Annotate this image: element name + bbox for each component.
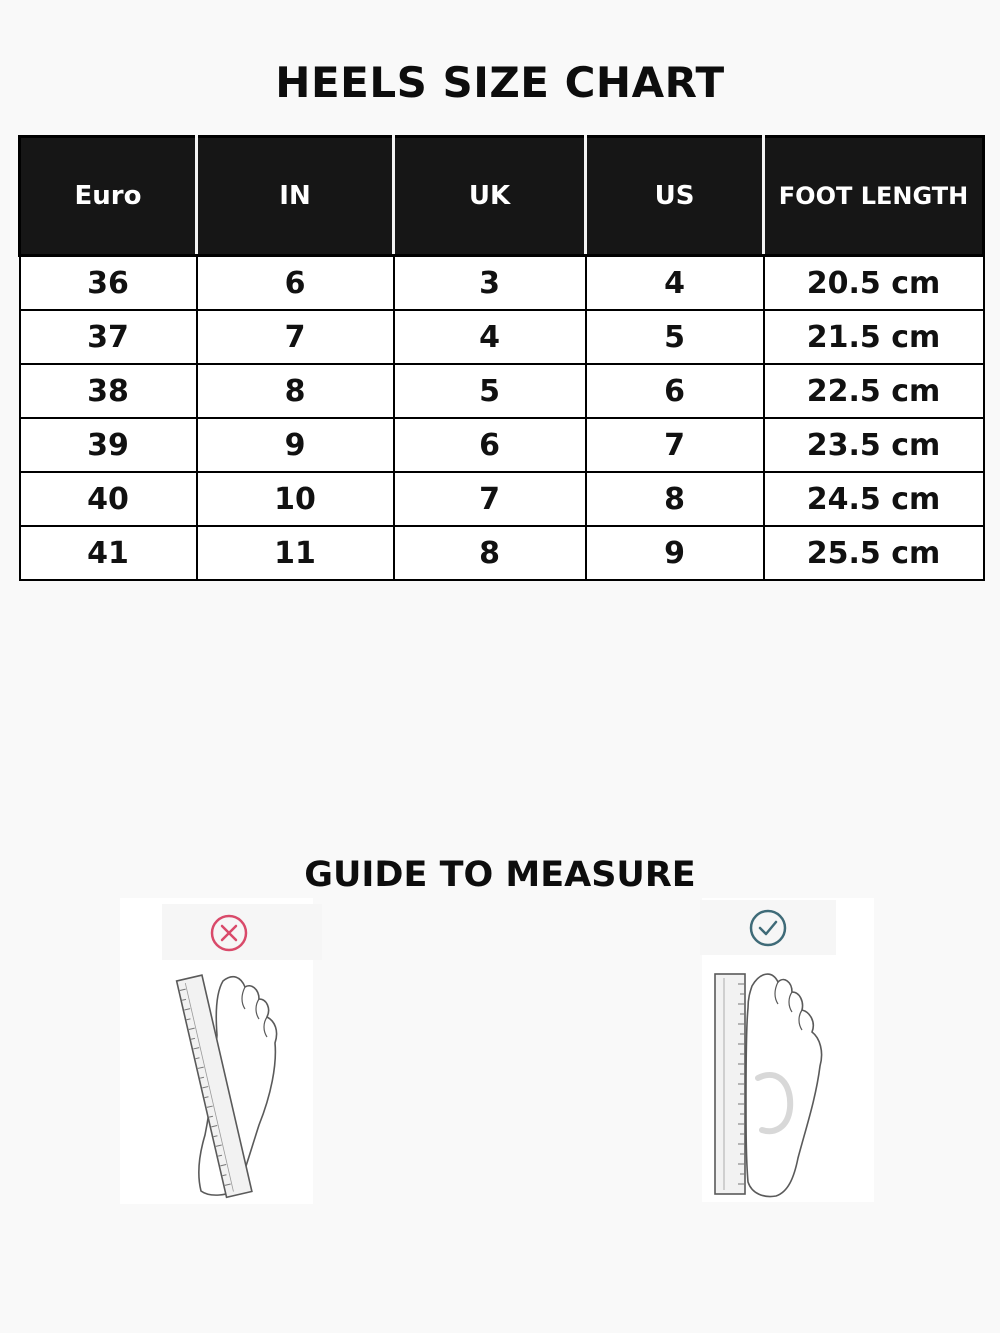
- table-row: [20, 472, 984, 526]
- cell-euro: 39: [20, 418, 197, 472]
- cell-euro: 36: [20, 256, 197, 311]
- cell-us: 6: [586, 364, 764, 418]
- cell-in: 10: [197, 472, 394, 526]
- cell-uk: 8: [394, 526, 586, 580]
- table-row: [20, 418, 984, 472]
- table-header-row: [20, 137, 984, 256]
- cell-foot-length: 22.5 cm: [764, 364, 984, 418]
- column-header-foot-length: FOOT LENGTH: [764, 137, 984, 256]
- table-row: [20, 526, 984, 580]
- size-chart-table: [18, 135, 985, 581]
- cell-foot-length: 20.5 cm: [764, 256, 984, 311]
- cell-foot-length: 21.5 cm: [764, 310, 984, 364]
- column-header-uk: UK: [394, 137, 586, 256]
- cell-in: 9: [197, 418, 394, 472]
- cell-in: 11: [197, 526, 394, 580]
- cell-uk: 3: [394, 256, 586, 311]
- cell-us: 9: [586, 526, 764, 580]
- cell-in: 7: [197, 310, 394, 364]
- cell-euro: 40: [20, 472, 197, 526]
- cross-circle-icon: [210, 914, 248, 952]
- cell-in: 6: [197, 256, 394, 311]
- cell-foot-length: 25.5 cm: [764, 526, 984, 580]
- cell-us: 7: [586, 418, 764, 472]
- cell-us: 5: [586, 310, 764, 364]
- column-header-in: IN: [197, 137, 394, 256]
- column-header-euro: Euro: [20, 137, 197, 256]
- table-row: [20, 364, 984, 418]
- guide-title: GUIDE TO MEASURE: [304, 855, 696, 895]
- column-header-us: US: [586, 137, 764, 256]
- cell-uk: 4: [394, 310, 586, 364]
- table-row: [20, 256, 984, 311]
- cell-foot-length: 23.5 cm: [764, 418, 984, 472]
- cell-uk: 5: [394, 364, 586, 418]
- cell-us: 8: [586, 472, 764, 526]
- cell-us: 4: [586, 256, 764, 311]
- right-measure-foot-illustration: [708, 968, 833, 1200]
- table-row: [20, 310, 984, 364]
- check-circle-icon: [749, 909, 787, 947]
- cell-uk: 6: [394, 418, 586, 472]
- cell-foot-length: 24.5 cm: [764, 472, 984, 526]
- cell-in: 8: [197, 364, 394, 418]
- wrong-measure-foot-illustration: [175, 965, 290, 1200]
- cell-euro: 41: [20, 526, 197, 580]
- cell-euro: 38: [20, 364, 197, 418]
- cell-uk: 7: [394, 472, 586, 526]
- page-title: HEELS SIZE CHART: [275, 58, 725, 107]
- cell-euro: 37: [20, 310, 197, 364]
